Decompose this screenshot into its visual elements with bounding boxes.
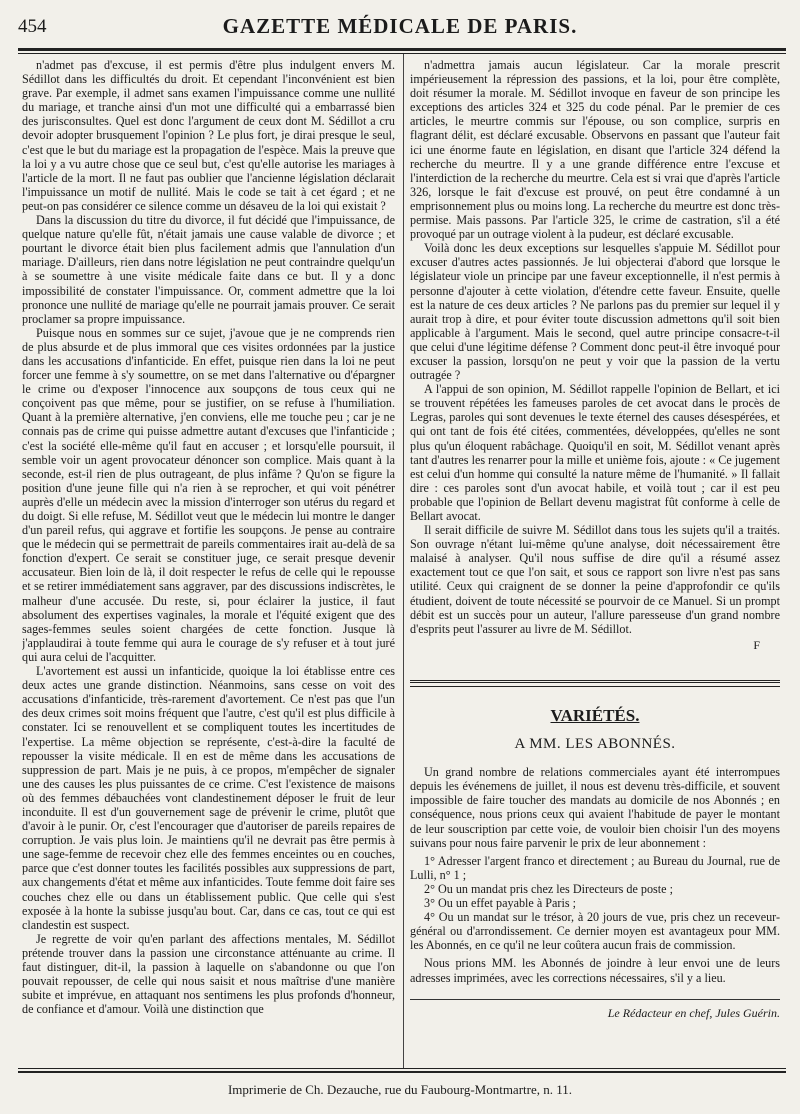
page-title: GAZETTE MÉDICALE DE PARIS. [222, 14, 578, 38]
right-column [410, 58, 780, 1070]
left-paragraph: Puisque nous en sommes sur ce sujet, j'avoue que je ne comprends rien de plus absurde et de plus immoral que ces visites ordonnées par la justice dans les accusations d'infanticide. En effet, puisque rien dans la loi ne peut forcer une femme à s'y soumettre, on se met dans l'alternative ou d'épargner le crime ou d'exposer l'innocence aux soupçons de tous ceux qui ne conçoivent pas que même, pour se justifier, on se refuse à l'humiliation. Quant à la première alternative, j'en conviens, elle me touche peu ; car je ne connais pas de crime qui puisse admettre autant d'excuses que l'infanticide ; c'est la société elle-même qu'il faut en accuser ; et lorsqu'elle poursuit, il semble voir un agent provocateur dénoncer son complice. Mais quant à la seconde, est-il rien de plus outrageant, de plus infâme ? Qu'on se figure la position d'une jeune fille qui n'a rien à se reprocher, et qui voit pénétrer auprès d'elle un médecin avec la mission d'interroger son utérus du regard et du doigt. Si elle refuse, M. Sédillot veut que le médecin lui montre le danger d'un pareil refus, qui aggrave et fortifie les soupçons. Je pense au contraire que le médecin qui se permettrait de pareils commentaires irait au-delà de sa fonction d'expert. Ce serait se constituer juge, ce serait presque devenir accusateur. Bien loin de là, il doit respecter le refus de celle qui le repousse et se retirer immédiatement sans aggraver, par des discussions indiscrètes, le malheur d'une accusée. Du reste, si, pour éclairer la justice, il faut absolument des expertises vaginales, la morale et l'équité exigent que des sages-femmes seules soient chargées de cette fonction. Jusque là j'applaudirai à toute femme qui aura le courage de s'y refuser et à tout juré qui aura celui de l'acquitter. [22, 325, 395, 664]
page-number: 454 [18, 16, 47, 37]
author-initial: F [753, 637, 760, 652]
left-column [22, 58, 395, 1070]
notice-item: 3° Ou un effet payable à Paris ; [424, 896, 576, 911]
right-paragraph: Voilà donc les deux exceptions sur lesquelles s'appuie M. Sédillot pour excuser d'autres actes passionnés. Je lui objecterai d'abord que lorsque le législateur viole un principe par une faveur exceptionnelle, il n'est permis à personne d'ajouter à cette violation, d'étendre cette faveur. Ensuite, quelle est la nature de ces deux articles ? Ne parlons pas du premier sur lequel il y aurait trop à dire, et pour éviter toute discussion admettons qu'il soit bien applicable à l'argument. Mais le second, quel autre principe consacre-t-il que celui d'une légitime défense ? Comment donc peut-il être invoqué pour excuser la passion, lorsqu'on ne peut y voir que la passion de la vertu outragée ? [410, 241, 780, 383]
left-paragraph: Je regrette de voir qu'en parlant des affections mentales, M. Sédillot prétende trouver dans la passion une circonstance atténuante au crime. Il faut distinguer, dit-il, la passion à laquelle on s'abandonne ou que l'on pouvait repousser, de celle qui nous saisit et nous maîtrise d'une manière subite et imprévue, en attaquant nos sentimens les plus profonds d'honneur, de confiance et d'amour. Voilà une distinction que [22, 931, 395, 1017]
right-paragraph: n'admettra jamais aucun législateur. Car la morale prescrit impérieusement la répression des passions, et la loi, pour être complète, doit résumer la morale. M. Sédillot invoque en faveur de son principe les exceptions des articles 324 et 325 du code pénal. Par le premier de ces articles, le meurtre commis sur l'épouse, ou son complice, surpris en flagrant délit, est déclaré excusable. Observons en passant que l'auteur fait ici une énorme faute en législation, en disant que l'article 324 défend la recherche du meurtre. Il y a une grande différence entre l'excuse et l'interdiction de la recherche du meurtre. Cela est si vrai que d'après l'article 326, lorsque le fait d'excuse est prouvé, on peut être condamné à un emprisonnement plus ou moins long. La recherche du meurtre est donc très-permise. Mais passons. Par l'article 325, le crime de castration, s'il a été provoqué par un outrage violent à la pudeur, est déclaré excusable. [410, 58, 780, 242]
notice-item: 2° Ou un mandat pris chez les Directeurs de poste ; [424, 881, 673, 896]
notice-body [410, 765, 780, 1020]
left-paragraph: Dans la discussion du titre du divorce, il fut décidé que l'impuissance, de quelque nature qu'elle fût, n'était jamais une cause valable de divorce ; et pourtant le divorce était bien plus facilement admis que l'annulation d'un mariage. D'ailleurs, rien dans notre législation ne peut contraindre quelqu'un à se soumettre à une visite médicale faite dans ce but. Il y a donc impossibilité de constater l'impuissance. Or, comment admettre que la loi prononce une nullité de mariage qu'elle ne pourrait jamais prouver. Ce serait proclamer sa propre impuissance. [22, 213, 395, 326]
signature-rule [410, 999, 780, 1000]
section-subheading: A MM. LES ABONNÉS. [514, 736, 676, 753]
notice-closing: Nous prions MM. les Abonnés de joindre à leur envoi une de leurs adresses imprimées, avec les corrections nécessaires, s'il y a lieu. [410, 956, 780, 985]
header-rule [18, 48, 786, 54]
left-paragraph: n'admet pas d'excuse, il est permis d'être plus indulgent envers M. Sédillot dans les difficultés du droit. Et cependant l'inconvénient est bien grave. Par exemple, il admet sans examen l'impuissance comme une nullité du mariage, et tranche ainsi d'un mot une difficulté qui a embarrassé bien des jurisconsultes. Quel est donc l'argument de ceux dont M. Sédillot a cru devoir adopter brusquement l'opinion ? Le plus fort, je dirai presque le seul, c'est que le but du mariage est la propagation de l'espèce. Mais la preuve que la loi y a vu autre chose que ce seul but, c'est qu'elle autorise les mariages à l'article de la mort. Il ne faut pas oublier que l'ancienne législation déclarait l'impuissance un motif de nullité. Mais le code se tait à cet égard ; et ne peut-on pas considérer ce silence comme un désaveu de la loi qui existait ? [22, 58, 395, 213]
editor-signature: Le Rédacteur en chef, Jules Guérin. [607, 1005, 780, 1020]
notice-item: 4° Ou un mandat sur le trésor, à 20 jours de vue, pris chez un receveur-général ou d'arrondissement. Ce dernier moyen est avantageux pour MM. les Abonnés, en ce qu'il ne leur coûtera aucun frais de commission. [410, 910, 780, 953]
section-separator [410, 680, 780, 687]
column-divider [403, 54, 404, 1068]
notice-item: 1° Adresser l'argent franco et directement ; au Bureau du Journal, rue de Lulli, n° 1 ; [410, 853, 780, 882]
article-continuation [410, 58, 780, 666]
right-paragraph: A l'appui de son opinion, M. Sédillot rappelle l'opinion de Bellart, et ici se trouvent répétées les fameuses paroles de cet avocat dans le procès de Legras, paroles qui sont devenues le texte éternel des causes désespérées, et qui ont tant de fois été citées, commentées, développées, qu'elles ne sont plus qu'un éloquent rabâchage. Quoiqu'il en soit, M. Sédillot venant après tant d'autres les renarrer pour la mille et unième fois, ajoute : « Ce jugement est celui d'un homme qui consulté la nature même de l'humanité. » Il fallait dire : ces paroles sont d'un avocat habile, et voilà tout ; car il est peu probable que l'opinion de Bellart devenu magistrat fût conforme à celle de Bellart avocat. [410, 382, 780, 523]
notice-intro: Un grand nombre de relations commerciales ayant été interrompues depuis les événemens de juillet, il nous est devenu très-difficile, et souvent impossible de faire toucher des mandats au domicile de nos Abonnés ; en conséquence, nous prions ceux qui avaient l'habitude de payer le montant de leur souscription par cette voie, de vouloir bien choisir l'un des moyens suivans pour nous faire parvenir le prix de leur abonnement : [410, 765, 780, 850]
left-paragraph: L'avortement est aussi un infanticide, quoique la loi établisse entre ces deux actes une grande distinction. Néanmoins, sans cesse on voit des accusations d'infanticide, très-rarement d'avortement. Ce n'est pas que l'un des deux crimes soit moins fréquent que l'autre, c'est qu'il est plus difficile à constater. Ici se renouvellent et se compliquent toutes les incertitudes de l'expertise. La même objection se représente, c'est-à-dire la faculté de repousser la visite médicale. Il en est de même dans les accusations de suppression de part. Mais je ne puis, à ce propos, m'empêcher de signaler une des causes les plus puissantes de ce crime. C'est l'existence de maisons où des femmes débauchées vont clandestinement déposer le fruit de leur inconduite. Il est d'un gouvernement sage de prévenir le crime, plutôt que d'avoir à le punir. Or, c'est l'encourager que d'autoriser de pareils repaires de corruption. Je vais plus loin. Je maintiens qu'il ne devrait pas être permis à une sage-femme de recevoir chez elle des femmes enceintes ou en couches, parce que c'est donner toutes les facilités possibles aux suppressions de part, aux changements d'état et même aux infanticides. Toute femme doit faire ses couches chez elle ou dans un établissement public. Que celle qui s'est exposée à la honte la subisse jusqu'au bout. Car, dans ce cas, tout ce qui est clandestin est suspect. [22, 664, 395, 932]
printer-imprint: Imprimerie de Ch. Dezauche, rue du Faubourg-Montmartre, n. 11. [227, 1082, 573, 1097]
footer-rule [18, 1068, 786, 1073]
section-heading: VARIÉTÉS. [550, 706, 640, 725]
right-paragraph: Il serait difficile de suivre M. Sédillot dans tous les sujets qu'il a traités. Son ouvrage n'étant lui-même qu'une analyse, doit nécessairement être malaisé à analyser. Qu'il nous suffise de dire qu'il a résumé assez exactement tout ce que l'on sait, et sous ce rapport son livre n'est pas sans utilité. Ceux qui craignent de se donner la peine d'approfondir ce qu'ils étudient, doivent de toute nécessité se pourvoir de ce Manuel. Si un prompt débit est un succès pour un auteur, l'allure paresseuse d'un grand nombre d'esprits peut l'assurer au livre de M. Sédillot. [410, 523, 780, 636]
